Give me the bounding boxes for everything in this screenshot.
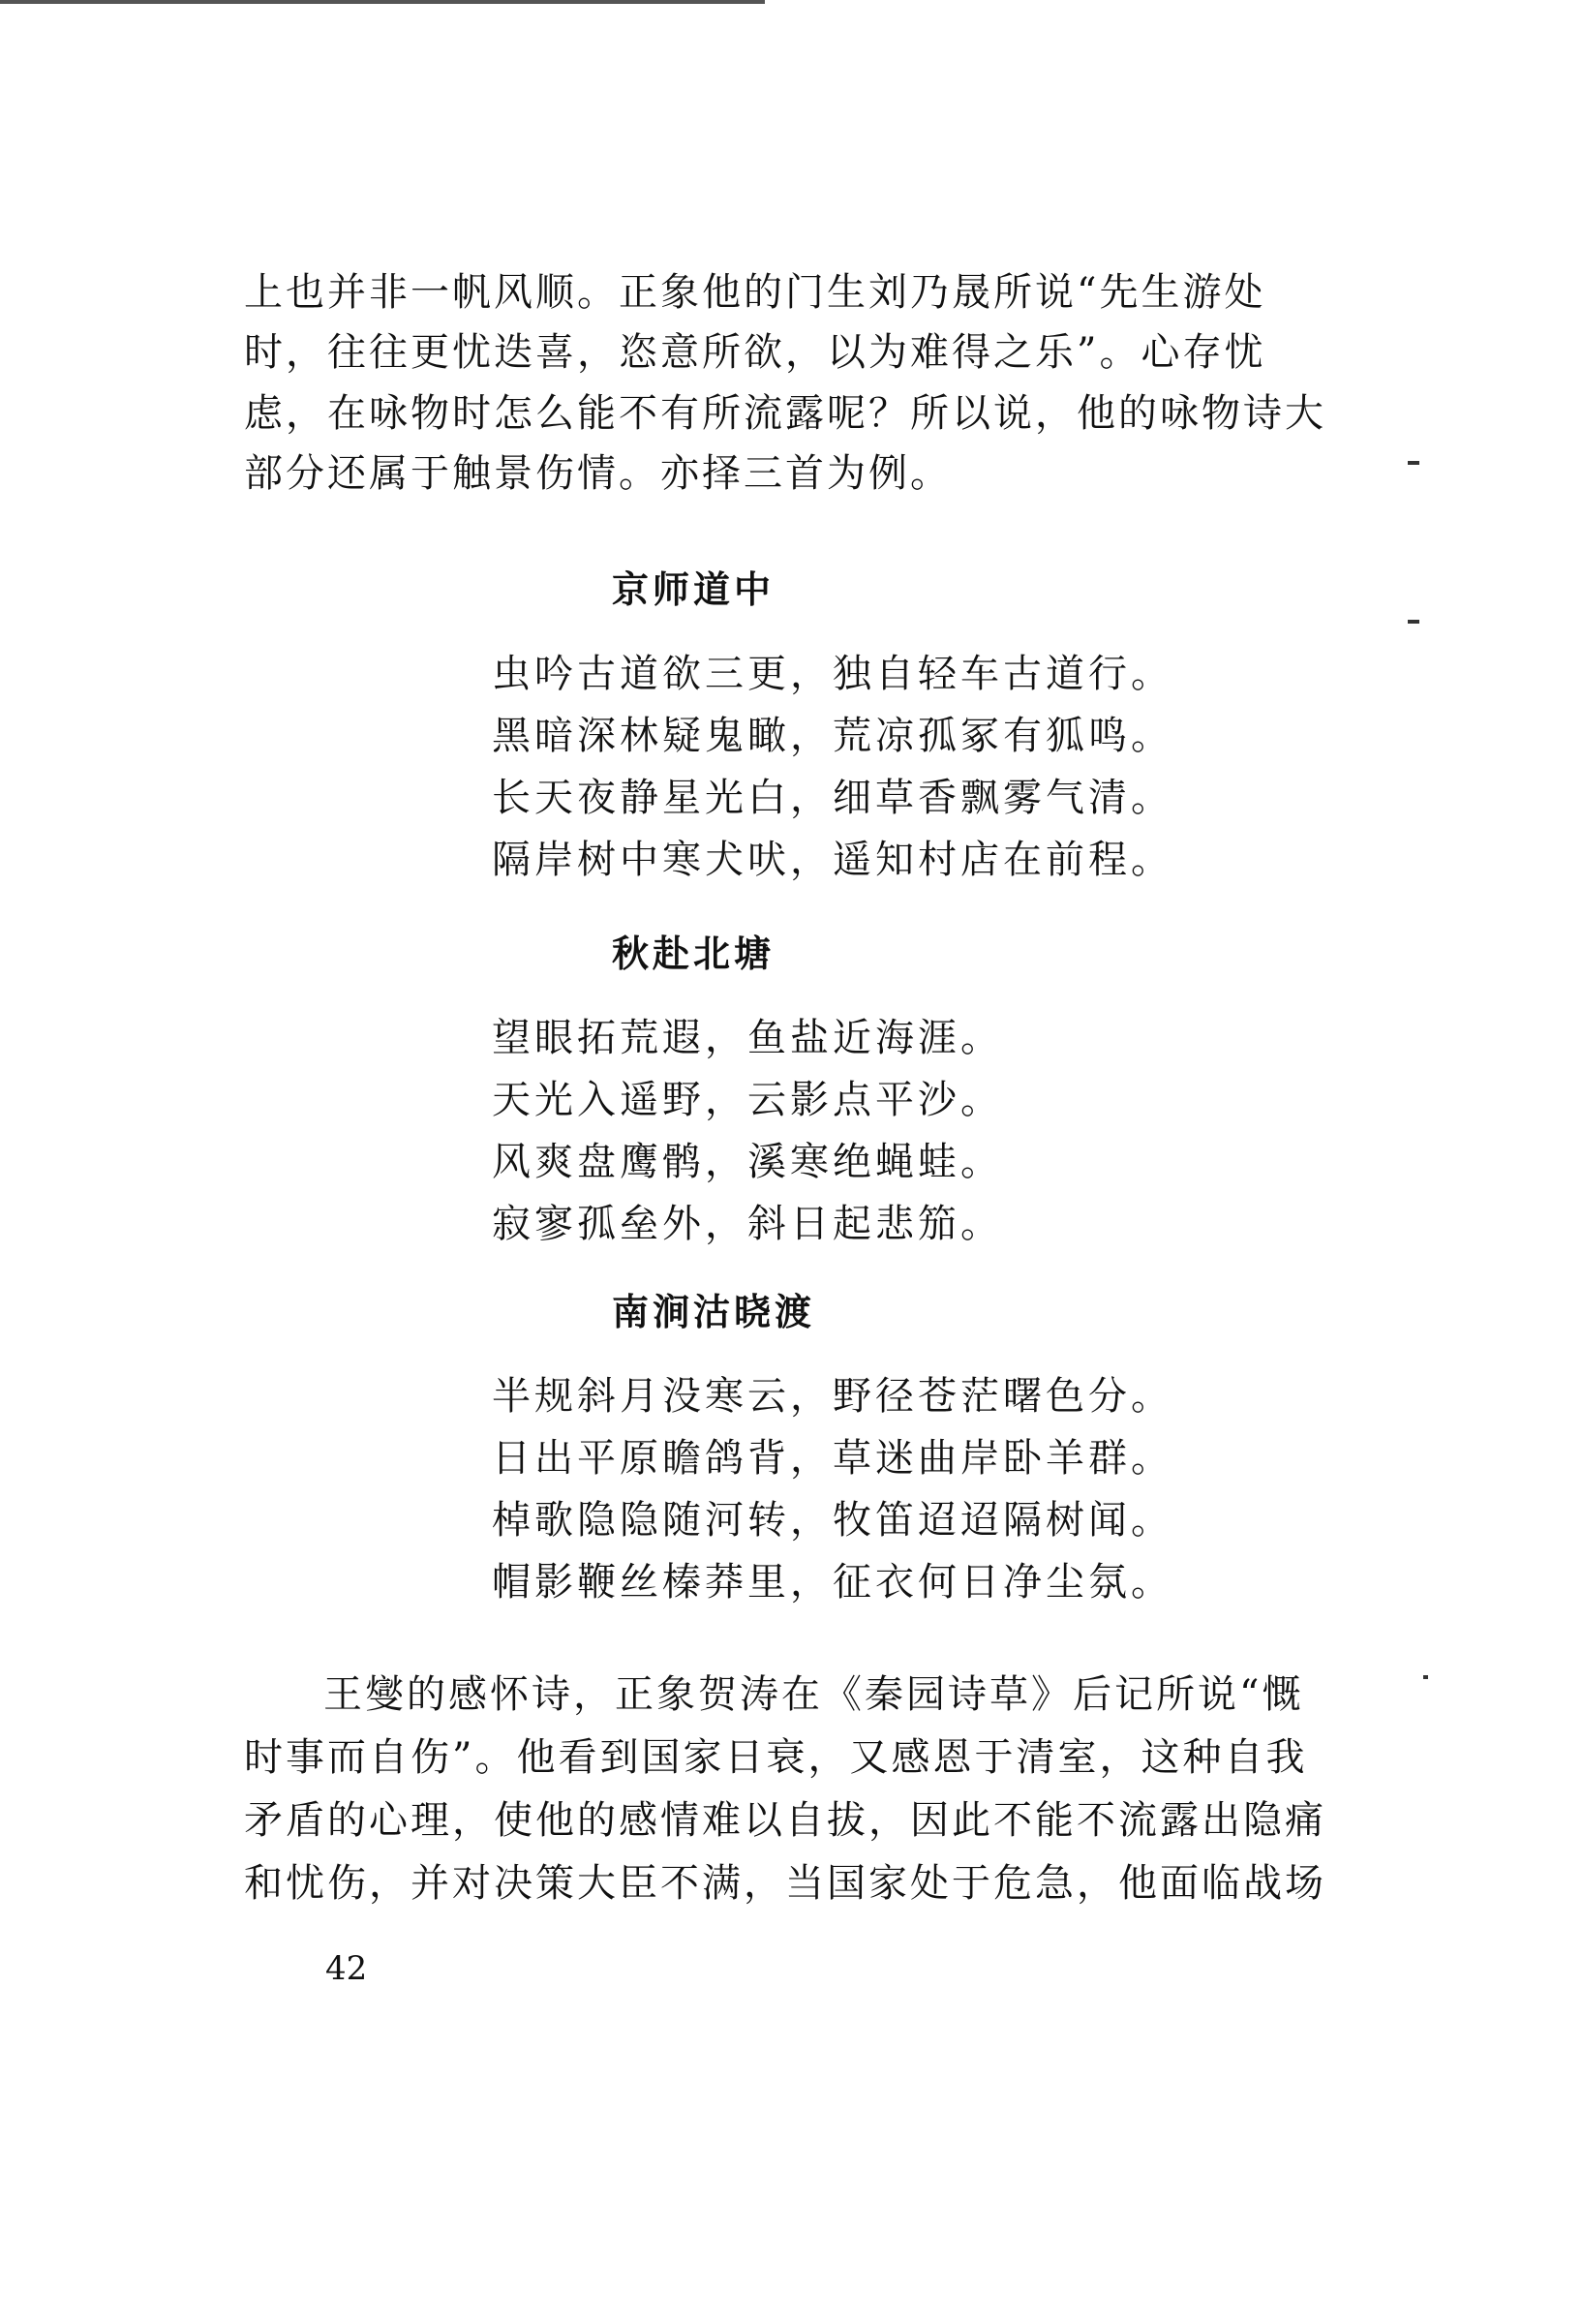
page-number: 42: [325, 1949, 368, 1988]
poem-3-line-2: 日出平原瞻鸽背，草迷曲岸卧羊群。: [492, 1436, 1173, 1481]
poem-2-line-3: 风爽盘鹰鹘，溪寒绝蝇蛙。: [492, 1140, 1003, 1184]
paragraph-2-line-3: 矛盾的心理，使他的感情难以自拔，因此不能不流露出隐痛: [244, 1798, 1326, 1843]
top-scan-rule: [0, 0, 765, 4]
poem-3-line-1: 半规斜月没寒云，野径苍茫曙色分。: [492, 1374, 1173, 1419]
scan-mark: [1423, 1675, 1428, 1679]
scan-mark: [1408, 461, 1419, 465]
poem-2-line-2: 天光入遥野，云影点平沙。: [492, 1078, 1003, 1122]
paragraph-1-line-1: 上也并非一帆风顺。正象他的门生刘乃晟所说“先生游处: [244, 270, 1266, 315]
poem-1-title: 京师道中: [612, 567, 776, 611]
paragraph-1-line-3: 虑，在咏物时怎么能不有所流露呢？所以说，他的咏物诗大: [244, 391, 1326, 436]
poem-1-line-4: 隔岸树中寒犬吠，遥知村店在前程。: [492, 838, 1173, 882]
paragraph-2-line-1: 王燮的感怀诗，正象贺涛在《秦园诗草》后记所说“慨: [323, 1672, 1304, 1717]
poem-2-line-4: 寂寥孤垒外，斜日起悲笳。: [492, 1202, 1003, 1246]
poem-1-line-3: 长天夜静星光白，细草香飘雾气清。: [492, 776, 1173, 820]
poem-1-line-2: 黑暗深林疑鬼瞰，荒凉孤冢有狐鸣。: [492, 714, 1173, 758]
paragraph-1-line-2: 时，往往更忧迭喜，恣意所欲，以为难得之乐”。心存忧: [244, 330, 1266, 375]
paragraph-2-line-4: 和忧伤，并对决策大臣不满，当国家处于危急，他面临战场: [244, 1861, 1326, 1906]
poem-3-line-3: 棹歌隐隐随河转，牧笛迢迢隔树闻。: [492, 1498, 1173, 1543]
paragraph-2-line-2: 时事而自伤”。他看到国家日衰，又感恩于清室，这种自我: [244, 1735, 1308, 1780]
paragraph-1-line-4: 部分还属于触景伤情。亦择三首为例。: [244, 451, 952, 496]
poem-3-line-4: 帽影鞭丝榛莽里，征衣何日净尘氛。: [492, 1560, 1173, 1605]
poem-2-title: 秋赴北塘: [612, 932, 776, 975]
poem-1-line-1: 虫吟古道欲三更，独自轻车古道行。: [492, 652, 1173, 696]
poem-2-line-1: 望眼拓荒遐，鱼盐近海涯。: [492, 1016, 1003, 1060]
scan-mark: [1408, 620, 1419, 624]
poem-3-title: 南涧沽晓渡: [612, 1290, 816, 1333]
